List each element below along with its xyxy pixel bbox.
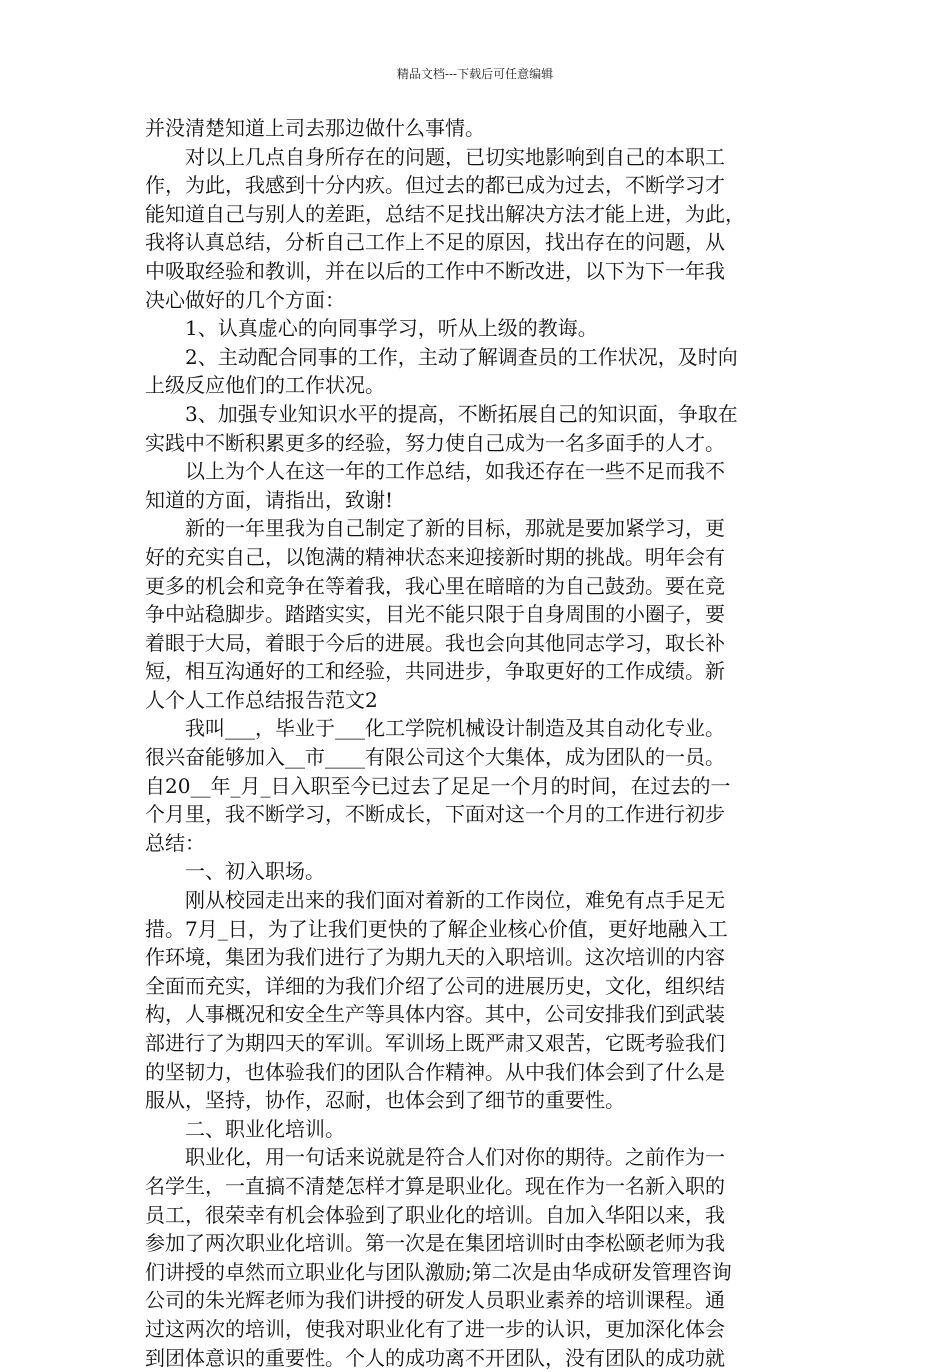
text-line: 2、主动配合同事的工作，主动了解调查员的工作状况，及时向 bbox=[185, 344, 738, 369]
text-line: 参加了两次职业化培训。第一次是在集团培训时由李松颐老师为我 bbox=[145, 1231, 725, 1256]
text-line: 们讲授的卓然而立职业化与团队激励;第二次是由华成研发管理咨询 bbox=[145, 1259, 732, 1284]
text-line: 着眼于大局，着眼于今后的进展。我也会向其他同志学习，取长补 bbox=[145, 630, 725, 655]
text-line: 作环境，集团为我们进行了为期九天的入职培训。这次培训的内容 bbox=[145, 945, 725, 970]
text-line: 刚从校园走出来的我们面对着新的工作岗位，难免有点手足无 bbox=[185, 888, 725, 913]
text-line: 上级反应他们的工作状况。 bbox=[145, 373, 385, 398]
text-line: 好的充实自己，以饱满的精神状态来迎接新时期的挑战。明年会有 bbox=[145, 544, 725, 569]
text-line: 争中站稳脚步。踏踏实实，目光不能只限于自身周围的小圈子，要 bbox=[145, 602, 725, 627]
text-line: 短，相互沟通好的工和经验，共同进步，争取更好的工作成绩。新 bbox=[145, 659, 725, 684]
text-line: 全面而充实，详细的为我们介绍了公司的进展历史，文化，组织结 bbox=[145, 973, 725, 998]
text-line: 很兴奋能够加入__市____有限公司这个大集体，成为团队的一员。 bbox=[145, 745, 725, 770]
text-line: 自20__年_月_日入职至今已过去了足足一个月的时间，在过去的一 bbox=[145, 773, 731, 798]
text-line: 实践中不断积累更多的经验，努力使自己成为一名多面手的人才。 bbox=[145, 430, 725, 455]
text-line: 部进行了为期四天的军训。军训场上既严肃又艰苦，它既考验我们 bbox=[145, 1031, 725, 1055]
text-line: 员工，很荣幸有机会体验到了职业化的培训。自加入华阳以来，我 bbox=[145, 1202, 725, 1227]
text-line: 并没清楚知道上司去那边做什么事情。 bbox=[145, 116, 485, 140]
text-line: 公司的朱光辉老师为我们讲授的研发人员职业素养的培训课程。通 bbox=[145, 1288, 725, 1313]
text-line: 作，为此，我感到十分内疚。但过去的都已成为过去，不断学习才 bbox=[145, 173, 725, 198]
text-line: 我叫___，毕业于___化工学院机械设计制造及其自动化专业。 bbox=[185, 716, 725, 741]
text-line: 以上为个人在这一年的工作总结，如我还存在一些不足而我不 bbox=[185, 459, 725, 484]
text-line: 3、加强专业知识水平的提高，不断拓展自己的知识面，争取在 bbox=[185, 401, 738, 426]
text-line: 到团体意识的重要性。个人的成功离不开团队，没有团队的成功就 bbox=[145, 1345, 725, 1370]
text-line: 对以上几点自身所存在的问题，已切实地影响到自己的本职工 bbox=[185, 144, 725, 169]
text-line: 决心做好的几个方面： bbox=[145, 287, 345, 312]
text-line: 个月里，我不断学习，不断成长，下面对这一个月的工作进行初步 bbox=[145, 802, 725, 827]
text-line: 过这两次的培训，使我对职业化有了进一步的认识，更加深化体会 bbox=[145, 1316, 725, 1341]
text-line: 职业化，用一句话来说就是符合人们对你的期待。之前作为一 bbox=[185, 1145, 725, 1170]
document-body bbox=[145, 114, 805, 1372]
text-line: 知道的方面，请指出，致谢! bbox=[145, 487, 394, 512]
text-line: 一、初入职场。 bbox=[185, 859, 325, 884]
text-line: 更多的机会和竞争在等着我，我心里在暗暗的为自己鼓劲。要在竞 bbox=[145, 573, 725, 598]
text-line: 人个人工作总结报告范文2 bbox=[145, 687, 378, 712]
text-line: 中吸取经验和教训，并在以后的工作中不断改进，以下为下一年我 bbox=[145, 258, 725, 283]
text-line: 总结： bbox=[145, 830, 205, 855]
text-line: 二、职业化培训。 bbox=[185, 1116, 345, 1141]
page-header: 精品文档---下载后可任意编辑 bbox=[396, 67, 554, 81]
text-line: 名学生，一直搞不清楚怎样才算是职业化。现在作为一名新入职的 bbox=[145, 1173, 725, 1198]
text-line: 新的一年里我为自己制定了新的目标，那就是要加紧学习，更 bbox=[185, 516, 725, 541]
text-line: 能知道自己与别人的差距，总结不足找出解决方法才能上进，为此， bbox=[145, 201, 745, 226]
text-line: 服从，坚持，协作，忍耐，也体会到了细节的重要性。 bbox=[145, 1088, 625, 1113]
text-line: 构，人事概况和安全生产等具体内容。其中，公司安排我们到武装 bbox=[145, 1002, 725, 1027]
text-line: 1、认真虚心的向同事学习，听从上级的教诲。 bbox=[185, 316, 598, 341]
text-line: 的坚韧力，也体验我们的团队合作精神。从中我们体会到了什么是 bbox=[145, 1059, 725, 1084]
text-line: 我将认真总结，分析自己工作上不足的原因，找出存在的问题，从 bbox=[145, 230, 725, 255]
text-line: 措。7月_日，为了让我们更快的了解企业核心价值，更好地融入工 bbox=[145, 916, 728, 941]
